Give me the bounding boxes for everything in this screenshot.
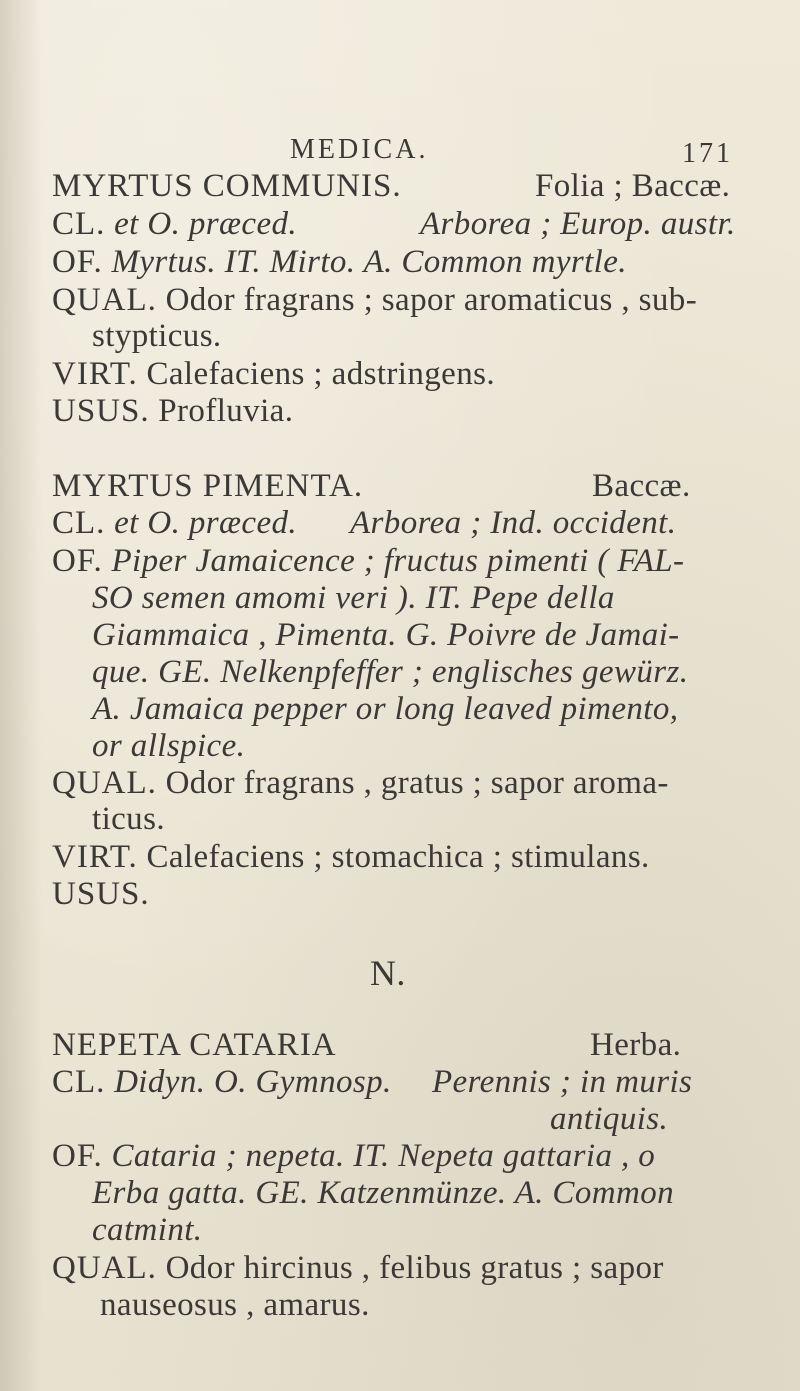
qual-label: QUAL.: [52, 1250, 157, 1286]
officinal-continuation-3: que. GE. Nelkenpfeffer ; englisches gewürz.: [92, 654, 689, 690]
qual-text: Odor hircinus , felibus gratus ; sapor: [165, 1250, 664, 1286]
section-letter: N.: [370, 953, 406, 993]
officinal-line: [52, 543, 684, 579]
cl-text: et O. præced.: [114, 505, 298, 541]
usus-text: Profluvia.: [158, 393, 294, 429]
quality-continuation: ticus.: [92, 801, 165, 837]
part-used: Baccæ.: [592, 468, 691, 504]
cl-label: CL.: [52, 505, 106, 541]
habitat-continuation: antiquis.: [550, 1101, 669, 1137]
habitat: Arborea ; Ind. occident.: [350, 505, 677, 541]
part-used: Herba.: [590, 1027, 682, 1063]
quality-continuation: nauseosus , amarus.: [100, 1287, 370, 1323]
entry-title: MYRTUS PIMENTA.: [52, 468, 364, 504]
page-number: 171: [682, 138, 733, 169]
page-binding-shadow: [0, 0, 42, 1391]
virt-label: VIRT.: [52, 356, 138, 392]
of-text: Piper Jamaicence ; fructus pimenti ( FAL-: [111, 543, 685, 579]
running-title: MEDICA.: [290, 134, 429, 165]
qual-label: QUAL.: [52, 282, 157, 318]
cl-label: CL.: [52, 206, 106, 242]
usage-line: [52, 393, 293, 429]
quality-line: [52, 282, 697, 318]
officinal-continuation-2: catmint.: [92, 1212, 203, 1248]
cl-text: Didyn. O. Gymnosp.: [114, 1064, 392, 1100]
classification-line: [52, 505, 297, 541]
virt-label: VIRT.: [52, 839, 138, 875]
officinal-continuation-1: Erba gatta. GE. Katzenmünze. A. Common: [92, 1175, 675, 1211]
quality-line: [52, 765, 669, 801]
virt-text: Calefaciens ; stomachica ; stimulans.: [146, 839, 650, 875]
usus-label: USUS.: [52, 876, 150, 912]
officinal-line: [52, 244, 627, 280]
quality-continuation: stypticus.: [92, 318, 222, 354]
qual-label: QUAL.: [52, 765, 157, 801]
cl-label: CL.: [52, 1064, 106, 1100]
cl-text: et O. præced.: [114, 206, 298, 242]
officinal-continuation-4: A. Jamaica pepper or long leaved pimento,: [92, 691, 679, 727]
habitat: Perennis ; in muris: [432, 1064, 693, 1100]
classification-line: [52, 1064, 392, 1100]
virtue-line: [52, 356, 495, 392]
entry-title: NEPETA CATARIA: [52, 1027, 337, 1063]
qual-text: Odor fragrans , gratus ; sapor aroma-: [165, 765, 669, 801]
usus-label: USUS.: [52, 393, 150, 429]
of-text: Cataria ; nepeta. IT. Nepeta gattaria , o: [111, 1138, 656, 1174]
quality-line: [52, 1250, 664, 1286]
qual-text: Odor fragrans ; sapor aromaticus , sub-: [165, 282, 698, 318]
of-label: OF.: [52, 543, 103, 579]
virtue-line: [52, 839, 650, 875]
virt-text: Calefaciens ; adstringens.: [146, 356, 496, 392]
officinal-line: [52, 1138, 655, 1174]
part-used: Folia ; Baccæ.: [535, 168, 731, 204]
of-text: Myrtus. IT. Mirto. A. Common myrtle.: [111, 244, 627, 280]
of-label: OF.: [52, 244, 103, 280]
habitat: Arborea ; Europ. austr.: [420, 206, 736, 242]
of-label: OF.: [52, 1138, 103, 1174]
officinal-continuation-1: SO semen amomi veri ). IT. Pepe della: [92, 580, 615, 616]
classification-line: [52, 206, 297, 242]
officinal-continuation-5: or allspice.: [92, 728, 246, 764]
officinal-continuation-2: Giammaica , Pimenta. G. Poivre de Jamai-: [92, 617, 680, 653]
entry-title: MYRTUS COMMUNIS.: [52, 168, 402, 204]
